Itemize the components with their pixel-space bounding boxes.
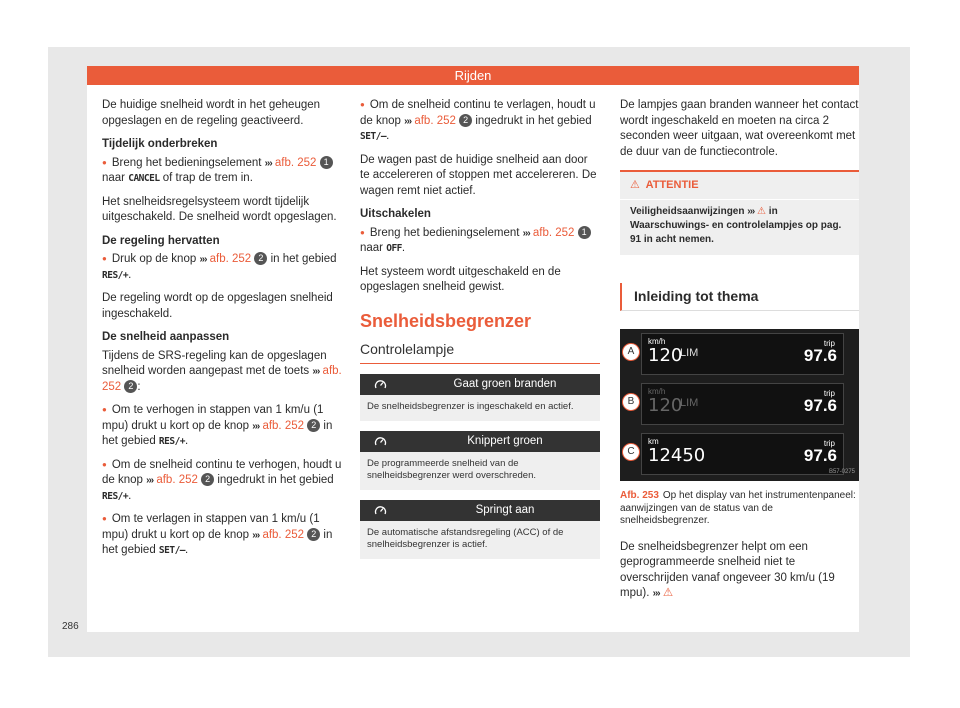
- warning-triangle-icon: ⚠: [757, 205, 767, 217]
- paragraph: Het snelheidsregelsysteem wordt tijdelijk uitgeschakeld. De snelheid wordt opgeslagen.: [102, 195, 337, 223]
- page-header: Rijden: [87, 66, 859, 85]
- lamp-header: [360, 431, 600, 452]
- bullet-item: ● Om te verhogen in stappen van 1 km/u (1 mpu) drukt u kort op de knop ››› afb. 252 2 in het gebied RES/+.: [102, 403, 342, 450]
- figure-link[interactable]: afb. 252: [532, 226, 575, 239]
- subheading-aanpassen: De snelheid aanpassen: [102, 331, 230, 343]
- button-label: RES/+: [158, 436, 186, 447]
- bullet-item: ● Om te verlagen in stappen van 1 km/u (1 mpu) drukt u kort op de knop ››› afb. 252 2 in het gebied SET/–.: [102, 512, 342, 559]
- arrow-ref-icon: ›››: [264, 157, 272, 169]
- attention-header: ⚠ ATTENTIE: [620, 172, 859, 200]
- lamp-box: [360, 500, 600, 559]
- unit-label: km: [648, 437, 659, 446]
- arrow-ref-icon: ›››: [652, 588, 660, 599]
- figure-caption: Afb. 253 Op het display van het instrumentenpaneel: aanwijzingen van de status van de snelheidsbegrenzer.: [620, 490, 856, 526]
- figure-link[interactable]: afb. 252: [274, 156, 317, 169]
- paragraph: De huidige snelheid wordt in het geheugen opgeslagen en de regeling geactiveerd.: [102, 99, 321, 127]
- trip-value: 97.6: [803, 446, 837, 465]
- odometer-value: 12450: [648, 445, 706, 466]
- display-panel: [641, 333, 844, 375]
- column-3: [620, 98, 859, 610]
- column-1: [102, 98, 342, 567]
- page-number: 286: [62, 621, 79, 632]
- section-subtitle: Controlelampje: [360, 342, 600, 365]
- lamp-box: [360, 431, 600, 490]
- button-label: RES/+: [102, 490, 129, 502]
- callout-number: 1: [578, 226, 591, 239]
- paragraph: De snelheidsbegrenzer helpt om een geprogrammeerde snelheid niet te overschrijden vanaf ongeveer 30 km/u (19 mpu). ››› ⚠: [620, 540, 835, 599]
- button-label: SET/–: [360, 131, 387, 142]
- lamp-header: [360, 374, 600, 395]
- subheading-uitschakelen: Uitschakelen: [360, 208, 431, 220]
- figure-row-label: C: [622, 443, 640, 461]
- column-2: [360, 98, 600, 559]
- section-title: Snelheidsbegrenzer: [360, 310, 532, 331]
- attention-box: [620, 170, 859, 255]
- figure-link[interactable]: afb. 252: [262, 528, 305, 541]
- bullet-item: ● Breng het bedieningselement ››› afb. 252 1 naar CANCEL of trap de trem in.: [102, 156, 342, 187]
- figure-link[interactable]: afb. 252: [102, 365, 342, 393]
- lamp-text: De automatische afstandsregeling (ACC) of de snelheidsbegrenzer is actief.: [367, 527, 564, 550]
- bullet-item: ● Breng het bedieningselement ››› afb. 252 1 naar OFF.: [360, 226, 600, 257]
- paragraph: De lampjes gaan branden wanneer het contact wordt ingeschakeld en moeten na circa 2 seconden weer uitgaan, wat overeenkomt met de duur van de functiecontrole.: [620, 99, 859, 158]
- figure-code: B57-0275: [828, 468, 855, 475]
- trip-label: trip: [823, 339, 835, 348]
- trip-label: trip: [823, 389, 835, 398]
- lamp-title: Gaat groen branden: [453, 378, 557, 390]
- figure-link[interactable]: afb. 252: [414, 114, 456, 127]
- arrow-ref-icon: ›››: [252, 420, 260, 432]
- button-label: CANCEL: [128, 173, 160, 184]
- callout-number: 2: [254, 252, 267, 265]
- display-panel: [641, 433, 844, 475]
- display-panel: [641, 383, 844, 425]
- figure-link[interactable]: afb. 252: [156, 474, 198, 486]
- callout-number: 1: [320, 156, 333, 169]
- callout-number: 2: [459, 114, 472, 127]
- arrow-ref-icon: ›››: [252, 529, 260, 541]
- trip-value: 97.6: [803, 346, 837, 365]
- manual-page: [87, 66, 859, 632]
- arrow-ref-icon: ›››: [522, 227, 530, 239]
- button-label: SET/–: [158, 545, 186, 556]
- speedometer-lamp-icon: [374, 435, 387, 448]
- callout-number: 2: [124, 380, 137, 393]
- subheading-tijdelijk: Tijdelijk onderbreken: [102, 138, 218, 150]
- bullet-item: ● Druk op de knop ››› afb. 252 2 in het gebied RES/+.: [102, 252, 342, 283]
- trip-label: trip: [823, 439, 835, 448]
- attention-text: Veiligheidsaanwijzingen ››› ⚠ in Waarschuwings- en controlelampjes op pag. 91 in acht nemen.: [630, 205, 842, 245]
- figure-link[interactable]: afb. 252: [209, 253, 252, 265]
- speedometer-lamp-icon: [374, 378, 387, 391]
- warning-triangle-icon: ⚠: [662, 587, 674, 599]
- callout-number: 2: [201, 473, 214, 486]
- callout-number: 2: [307, 419, 320, 432]
- subheading-hervatten: De regeling hervatten: [102, 234, 220, 247]
- lamp-title: Knippert groen: [467, 435, 543, 447]
- lamp-box: [360, 374, 600, 421]
- lamp-text: De snelheidsbegrenzer is ingeschakeld en actief.: [367, 401, 574, 412]
- callout-number: 2: [307, 528, 320, 541]
- lamp-title: Springt aan: [475, 504, 535, 516]
- unit-label: km/h: [648, 387, 666, 396]
- trip-value: 97.6: [803, 396, 837, 415]
- lamp-text: De programmeerde snelheid van de snelheidsbegrenzer werd overschreden.: [367, 458, 536, 481]
- lim-indicator: LIM: [680, 397, 699, 409]
- arrow-ref-icon: ›››: [199, 254, 207, 265]
- paragraph: De wagen past de huidige snelheid aan door te accelereren of stoppen met accelereren. De wagen remt niet actief.: [360, 153, 597, 197]
- arrow-ref-icon: ›››: [747, 205, 755, 217]
- speed-value: 120: [648, 395, 683, 416]
- instrument-figure: [620, 329, 859, 481]
- paragraph: Tijdens de SRS-regeling kan de opgeslagen snelheid worden aangepast met de toets ››› afb. 252 2 :: [102, 349, 342, 393]
- button-label: RES/+: [102, 269, 129, 281]
- unit-label: km/h: [648, 337, 666, 346]
- figure-link[interactable]: afb. 252: [262, 419, 305, 432]
- lamp-header: [360, 500, 600, 521]
- topic-heading: Inleiding tot thema: [620, 283, 859, 312]
- button-label: OFF: [386, 243, 402, 254]
- bullet-item: ● Om de snelheid continu te verhogen, houdt u de knop ››› afb. 252 2 ingedrukt in het gebied RES/+.: [102, 458, 342, 505]
- speedometer-lamp-icon: [374, 504, 387, 517]
- speed-value: 120: [648, 345, 683, 366]
- figure-row-label: A: [622, 343, 640, 361]
- lim-indicator: LIM: [680, 347, 699, 359]
- figure-row-label: B: [622, 393, 640, 411]
- arrow-ref-icon: ›››: [404, 115, 412, 127]
- arrow-ref-icon: ›››: [312, 366, 320, 377]
- paragraph: Het systeem wordt uitgeschakeld en de opgeslagen snelheid gewist.: [360, 265, 561, 293]
- bullet-item: ● Om de snelheid continu te verlagen, houdt u de knop ››› afb. 252 2 ingedrukt in het gebied SET/–.: [360, 98, 600, 145]
- warning-triangle-icon: ⚠: [630, 179, 640, 191]
- arrow-ref-icon: ›››: [146, 475, 154, 486]
- paragraph: De regeling wordt op de opgeslagen snelheid ingeschakeld.: [102, 292, 333, 320]
